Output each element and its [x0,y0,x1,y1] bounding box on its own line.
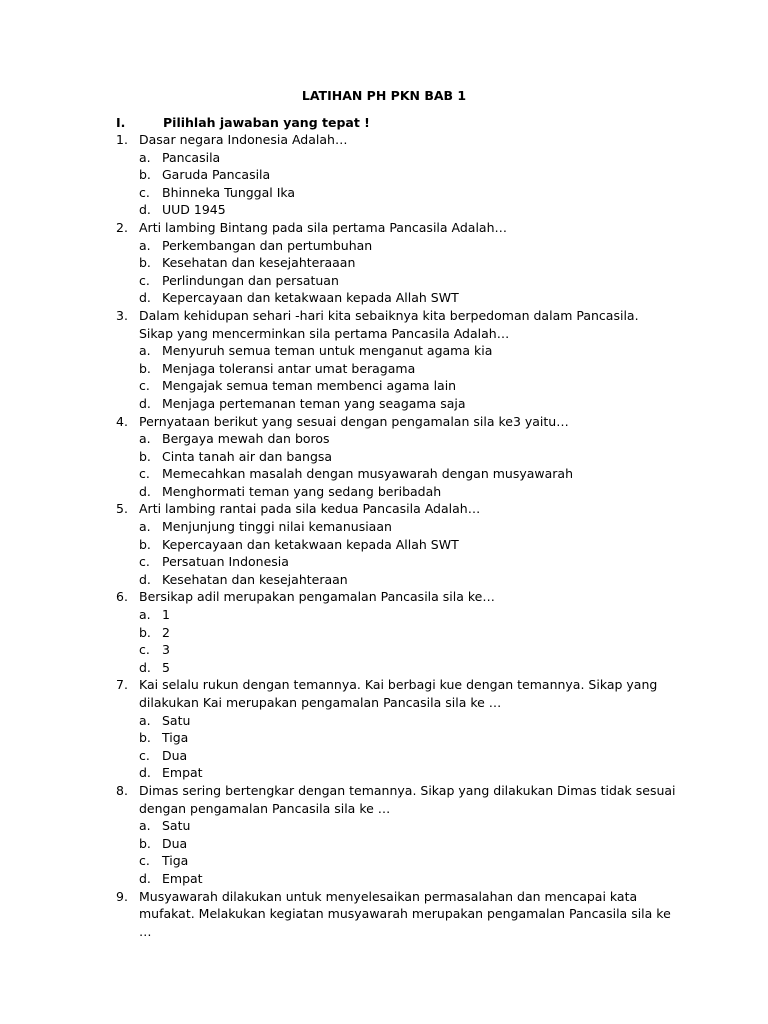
answer-option [139,712,676,730]
option-letter: b. [139,360,151,376]
option-letter: d. [139,870,151,886]
question-number: 3. [116,307,128,323]
option-text: Satu [162,712,191,728]
option-text: Menghormati teman yang sedang beribadah [162,483,442,499]
answer-option [139,430,676,448]
option-text: Empat [162,765,203,781]
option-text: Dua [162,747,188,763]
option-letter: c. [139,272,150,288]
option-text: Mengajak semua teman membenci agama lain [162,378,457,394]
option-list [139,606,676,676]
option-letter: d. [139,765,151,781]
question-text: Arti lambing Bintang pada sila pertama Pancasila Adalah… [139,219,507,235]
option-text: Tiga [162,730,189,746]
question-text: Pernyataan berikut yang sesuai dengan pengamalan sila ke3 yaitu… [139,413,569,429]
answer-option [139,747,676,765]
question-number: 9. [116,888,128,904]
option-letter: a. [139,818,151,834]
answer-option [139,518,676,536]
question-number: 1. [116,132,128,147]
option-letter: d. [139,571,151,587]
question-number: 8. [116,782,128,798]
answer-option [139,870,676,888]
question-list [116,131,676,940]
option-text: 2 [162,624,170,640]
option-letter: d. [139,395,151,411]
option-letter: d. [139,290,151,306]
answer-option [139,606,676,624]
option-letter: b. [139,167,151,183]
option-letter: b. [139,624,151,640]
question-number: 5. [116,501,128,517]
answer-option [139,852,676,870]
answer-option [139,553,676,571]
answer-option [139,659,676,677]
answer-option [139,254,676,272]
question-item [116,413,676,501]
question-number: 4. [116,413,128,429]
option-text: Kesehatan dan kesejahteraan [162,571,348,587]
option-text: 1 [162,607,170,623]
option-list [139,237,676,307]
question-item [116,131,676,219]
option-text: Kepercayaan dan ketakwaan kepada Allah SWT [162,290,459,306]
option-text: Dua [162,835,188,851]
option-letter: a. [139,519,151,535]
option-list [139,149,676,219]
answer-option [139,342,676,360]
answer-option [139,166,676,184]
option-letter: c. [139,554,150,570]
question-text: Kai selalu rukun dengan temannya. Kai berbagi kue dengan temannya. Sikap yang dilakukan Kai merupakan pengamalan Pancasila sila ke … [139,677,658,710]
question-text: Dimas sering bertengkar dengan temannya. Sikap yang dilakukan Dimas tidak sesuai dengan pengamalan Pancasila sila ke … [139,782,676,816]
answer-option [139,272,676,290]
answer-option [139,149,676,167]
answer-option [139,395,676,413]
answer-option [139,448,676,466]
answer-option [139,483,676,501]
question-item [116,219,676,307]
option-text: Garuda Pancasila [162,167,271,183]
option-text: Kesehatan dan kesejahteraaan [162,255,356,271]
option-text: Perlindungan dan persatuan [162,272,339,288]
question-item [116,676,676,782]
page-title: LATIHAN PH PKN BAB 1 [301,88,467,103]
option-letter: a. [139,343,151,359]
section-heading [116,114,370,132]
option-list [139,712,676,782]
answer-option [139,289,676,307]
question-item [116,500,676,588]
option-letter: b. [139,835,151,851]
option-text: Bergaya mewah dan boros [162,431,330,447]
answer-option [139,571,676,589]
option-letter: d. [139,659,151,675]
option-list [139,518,676,588]
option-text: 3 [162,642,170,658]
option-letter: c. [139,466,150,482]
question-item [116,782,676,888]
answer-option [139,237,676,255]
option-letter: c. [139,747,150,763]
option-letter: d. [139,483,151,499]
answer-option [139,641,676,659]
option-letter: b. [139,255,151,271]
option-list [139,342,676,412]
option-list [139,817,676,887]
question-text: Arti lambing rantai pada sila kedua Pancasila Adalah… [139,501,481,517]
answer-option [139,729,676,747]
option-letter: a. [139,712,151,728]
answer-option [139,360,676,378]
option-text: Kepercayaan dan ketakwaan kepada Allah SWT [162,536,459,552]
option-text: Menjaga toleransi antar umat beragama [162,360,416,376]
option-letter: c. [139,853,150,869]
answer-option [139,377,676,395]
option-text: Menjunjung tinggi nilai kemanusiaan [162,519,392,535]
question-item [116,588,676,676]
answer-option [139,536,676,554]
option-text: Perkembangan dan pertumbuhan [162,237,373,253]
option-text: Menjaga pertemanan teman yang seagama saja [162,395,466,411]
question-number: 6. [116,589,128,605]
option-letter: c. [139,378,150,394]
answer-option [139,465,676,483]
question-text: Bersikap adil merupakan pengamalan Pancasila sila ke… [139,589,495,605]
option-letter: b. [139,536,151,552]
option-letter: a. [139,149,151,165]
option-text: 5 [162,659,170,675]
question-text: Dasar negara Indonesia Adalah… [139,132,348,147]
option-text: Satu [162,818,191,834]
option-text: Memecahkan masalah dengan musyawarah dengan musyawarah [162,466,574,482]
option-text: Bhinneka Tunggal Ika [162,184,296,200]
option-letter: a. [139,607,151,623]
option-letter: b. [139,730,151,746]
answer-option [139,835,676,853]
answer-option [139,817,676,835]
option-letter: c. [139,642,150,658]
option-text: Tiga [162,853,189,869]
question-text: Dalam kehidupan sehari -hari kita sebaiknya kita berpedoman dalam Pancasila. Sikap yang mencerminkan sila pertama Pancasila Adalah… [139,307,639,341]
option-letter: a. [139,237,151,253]
question-text: Musyawarah dilakukan untuk menyelesaikan permasalahan dan mencapai kata mufakat. Melakukan kegiatan musyawarah merupakan pengamalan Pancasila sila ke … [139,888,671,939]
answer-option [139,184,676,202]
option-letter: d. [139,202,151,218]
option-text: Cinta tanah air dan bangsa [162,448,333,464]
answer-option [139,764,676,782]
option-text: UUD 1945 [162,202,226,218]
option-text: Menyuruh semua teman untuk menganut agama kia [162,343,493,359]
option-letter: a. [139,431,151,447]
question-item [116,307,676,413]
section-instruction: Pilihlah jawaban yang tepat ! [163,115,370,130]
question-item [116,888,676,941]
question-number: 7. [116,677,128,693]
option-text: Empat [162,870,203,886]
question-number: 2. [116,219,128,235]
option-text: Pancasila [162,149,221,165]
answer-option [139,624,676,642]
option-text: Persatuan Indonesia [162,554,289,570]
option-letter: b. [139,448,151,464]
answer-option [139,201,676,219]
option-letter: c. [139,184,150,200]
section-number: I. [116,115,126,130]
option-list [139,430,676,500]
